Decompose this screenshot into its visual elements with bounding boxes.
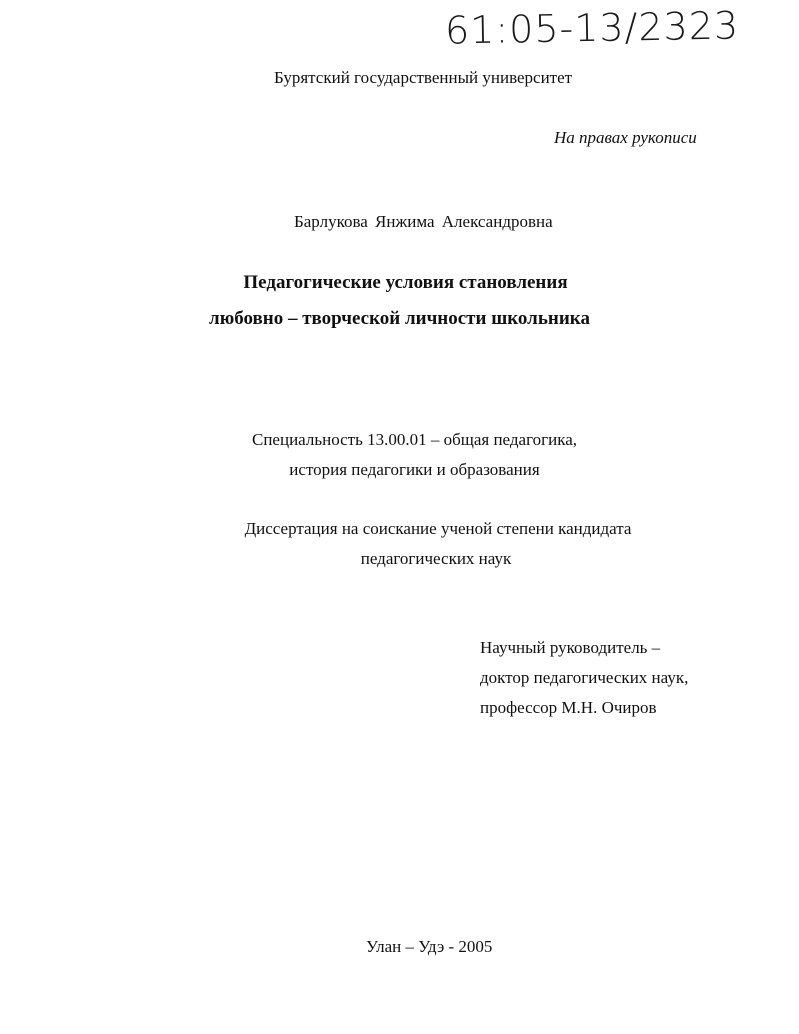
specialty-line-2: история педагогики и образования	[289, 460, 540, 479]
handwritten-catalog-number: 61:05-13/2323	[444, 3, 740, 53]
author-name: Барлукова Янжима Александровна	[294, 212, 553, 231]
degree-line-2: педагогических наук	[360, 549, 512, 568]
supervisor-line-2: доктор педагогических наук,	[480, 668, 689, 687]
supervisor-line-1: Научный руководитель –	[480, 638, 661, 657]
dissertation-title-line-2: любовно – творческой личности школьника	[209, 308, 590, 329]
supervisor-line-3: профессор М.Н. Очиров	[480, 698, 657, 717]
institution-name: Бурятский государственный университет	[274, 68, 573, 87]
degree-line-1: Диссертация на соискание ученой степени кандидата	[244, 519, 632, 538]
manuscript-rights-note: На правах рукописи	[554, 128, 697, 147]
city-year: Улан – Удэ - 2005	[366, 937, 493, 956]
dissertation-title-line-1: Педагогические условия становления	[243, 272, 568, 293]
specialty-line-1: Специальность 13.00.01 – общая педагогика,	[252, 430, 577, 449]
